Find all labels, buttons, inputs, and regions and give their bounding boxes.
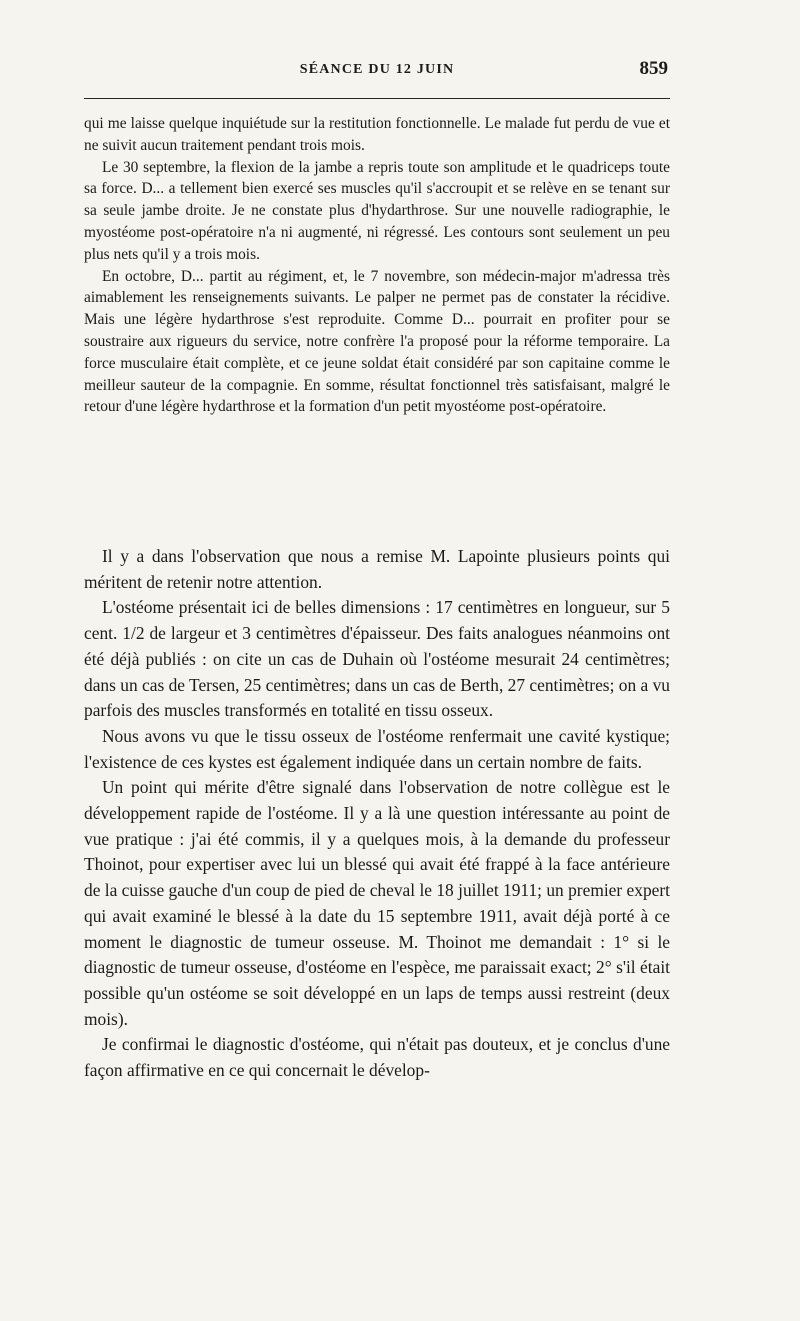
page-number: 859 <box>639 58 668 79</box>
paragraph: Je confirmai le diagnostic d'ostéome, qui n'était pas douteux, et je conclus d'une façon affirmative en ce qui concernait le dévelop- <box>84 1034 670 1081</box>
paragraph: Le 30 septembre, la flexion de la jambe a repris toute son amplitude et le quadriceps toute sa force. D... a tellement bien exercé ses muscles qu'il s'accroupit et se relève en se tenant sur sa seule jambe droite. Je ne constate plus d'hydarthrose. Sur une nouvelle radiographie, le myostéome post-opératoire n'a ni augmenté, ni régressé. Les contours sont seulement un peu plus nets qu'il y a trois mois. <box>84 158 670 263</box>
paragraph: Nous avons vu que le tissu osseux de l'ostéome renfermait une cavité kystique; l'existence de ces kystes est également indiquée dans un certain nombre de faits. <box>84 725 670 772</box>
running-title: SÉANCE DU 12 JUIN <box>299 62 455 77</box>
observation-text <box>84 113 670 418</box>
discussion-text <box>84 544 670 1084</box>
paragraph: L'ostéome présentait ici de belles dimensions : 17 centimètres en longueur, sur 5 cent. 1/2 de largeur et 3 centimètres d'épaisseur. Des faits analogues néanmoins ont été déjà publiés : on cite un cas de Duhain où l'ostéome mesurait 24 centimètres; dans un cas de Tersen, 25 centimètres; dans un cas de Berth, 27 centimètres; on a vu parfois des muscles transformés en totalité en tissu osseux. <box>84 597 670 721</box>
header-rule <box>84 98 670 99</box>
page-header <box>84 58 670 86</box>
paragraph: qui me laisse quelque inquiétude sur la restitution fonctionnelle. Le malade fut perdu de vue et ne suivit aucun traitement pendant trois mois. <box>84 115 670 154</box>
paragraph: Un point qui mérite d'être signalé dans l'observation de notre collègue est le développement rapide de l'ostéome. Il y a là une question intéressante au point de vue pratique : j'ai été commis, il y a quelques mois, à la demande du professeur Thoinot, pour expertiser avec lui un blessé qui avait été frappé à la face antérieure de la cuisse gauche d'un coup de pied de cheval le 18 juillet 1911; un premier expert qui avait examiné le blessé à la date du 15 septembre 1911, avait déjà porté à ce moment le diagnostic de tumeur osseuse. M. Thoinot me demandait : 1° si le diagnostic de tumeur osseuse, d'ostéome en l'espèce, me paraissait exact; 2° s'il était possible qu'un ostéome se soit développé en un laps de temps aussi restreint (deux mois). <box>84 777 670 1029</box>
paragraph: En octobre, D... partit au régiment, et, le 7 novembre, son médecin-major m'adressa très aimablement les renseignements suivants. Le palper ne permet pas de constater la récidive. Mais une légère hydarthrose s'est reproduite. Comme D... pourrait en profiter pour se soustraire aux rigueurs du service, notre confrère l'a proposé pour la réforme temporaire. La force musculaire était complète, et ce jeune soldat était considéré par son capitaine comme le meilleur sauteur de la compagnie. En somme, résultat fonctionnel très satisfaisant, malgré le retour d'une légère hydarthrose et la formation d'un petit myostéome post-opératoire. <box>84 267 670 416</box>
paragraph: Il y a dans l'observation que nous a remise M. Lapointe plusieurs points qui méritent de retenir notre attention. <box>84 546 670 592</box>
